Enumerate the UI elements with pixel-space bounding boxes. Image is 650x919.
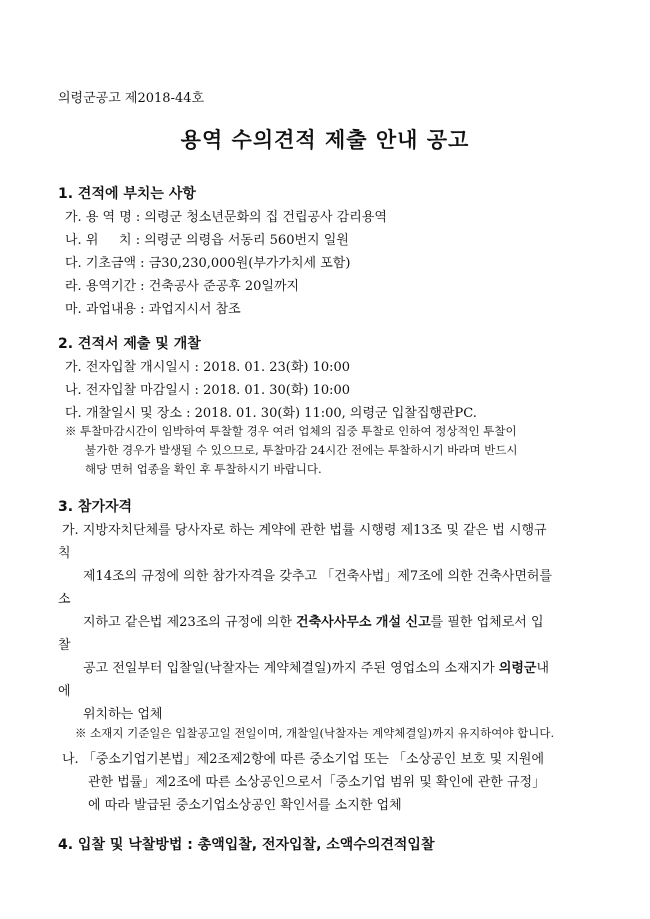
section1-item-service-name: 가. 용 역 명 : 의령군 청소년문화의 집 건립공사 감리용역 [65, 210, 387, 225]
section2-note-line2: 불가한 경우가 발생될 수 있으므로, 투찰마감 24시간 전에는 투찰하시기 바라며 반드시 [85, 443, 518, 457]
section1-item-location: 나. 위 치 : 의령군 의령읍 서동리 560번지 일원 [65, 233, 349, 248]
section1-heading: 1. 견적에 부치는 사항 [58, 186, 196, 202]
page-title: 용역 수의견적 제출 안내 공고 [180, 128, 470, 152]
section3-a-line4-bold: 의령군 [498, 661, 537, 676]
section3-a-line3 [83, 611, 544, 630]
section4-heading: 4. 입찰 및 낙찰방법 : 총액입찰, 전자입찰, 소액수의견적입찰 [58, 837, 435, 853]
section3-a-line4 [83, 657, 549, 676]
section3-a-line3-pre: 지하고 같은법 제23조의 규정에 의한 [83, 615, 297, 630]
section3-a-line2: 제14조의 규정에 의한 참가자격을 갖추고 「건축사법」제7조에 의한 건축사면허를 [83, 569, 553, 584]
section3-a-line4-wrap: 에 [58, 684, 71, 699]
section2-heading: 2. 견적서 제출 및 개찰 [58, 336, 201, 352]
section2-item-open: 가. 전자입찰 개시일시 : 2018. 01. 23(화) 10:00 [65, 360, 351, 375]
section1-item-base-amount: 다. 기초금액 : 금30,230,000원(부가가치세 포함) [65, 256, 351, 271]
section3-b-line1: 나. 「중소기업기본법」제2조제2항에 따른 중소기업 또는 「소상공인 보호 및 지원에 [62, 752, 545, 767]
section2-item-close: 나. 전자입찰 마감일시 : 2018. 01. 30(화) 10:00 [65, 383, 351, 398]
section3-a-line3-bold: 건축사사무소 개설 신고 [296, 615, 431, 630]
section3-a-line1-wrap: 칙 [58, 546, 71, 561]
section3-a-line2-wrap: 소 [58, 592, 71, 607]
section3-a-note: ※ 소재지 기준일은 입찰공고일 전일이며, 개찰일(낙찰자는 계약체결일)까지 유지하여야 합니다. [75, 726, 555, 740]
section3-b-line3: 에 따라 발급된 중소기업소상공인 확인서를 소지한 업체 [88, 798, 402, 813]
section1-item-scope: 마. 과업내용 : 과업지시서 참조 [65, 302, 241, 317]
section2-note-line3: 해당 면허 업종을 확인 후 투찰하시기 바랍니다. [85, 462, 322, 476]
section2-note-line1: ※ 투찰마감시간이 임박하여 투찰할 경우 여러 업체의 집중 투찰로 인하여 정상적인 투찰이 [65, 424, 517, 438]
section3-a-line3-post: 를 필한 업체로서 입 [430, 615, 544, 630]
section3-a-line3-wrap: 찰 [58, 638, 71, 653]
section3-a-line5: 위치하는 업체 [83, 707, 163, 722]
section3-heading: 3. 참가자격 [58, 499, 133, 515]
notice-number: 의령군공고 제2018-44호 [58, 91, 205, 106]
section2-item-opening: 다. 개찰일시 및 장소 : 2018. 01. 30(화) 11:00, 의령군 입찰집행관PC. [65, 406, 477, 421]
section3-a-line4-pre: 공고 전일부터 입찰일(낙찰자는 계약체결일)까지 주된 영업소의 소재지가 [83, 661, 499, 676]
section3-a-line4-post: 내 [536, 661, 550, 676]
section3-a-line1: 가. 지방자치단체를 당사자로 하는 계약에 관한 법률 시행령 제13조 및 같은 법 시행규 [62, 523, 547, 538]
section3-b-line2: 관한 법률」제2조에 따른 소상공인으로서「중소기업 범위 및 확인에 관한 규정」 [88, 775, 546, 790]
section1-item-period: 라. 용역기간 : 건축공사 준공후 20일까지 [65, 279, 300, 294]
